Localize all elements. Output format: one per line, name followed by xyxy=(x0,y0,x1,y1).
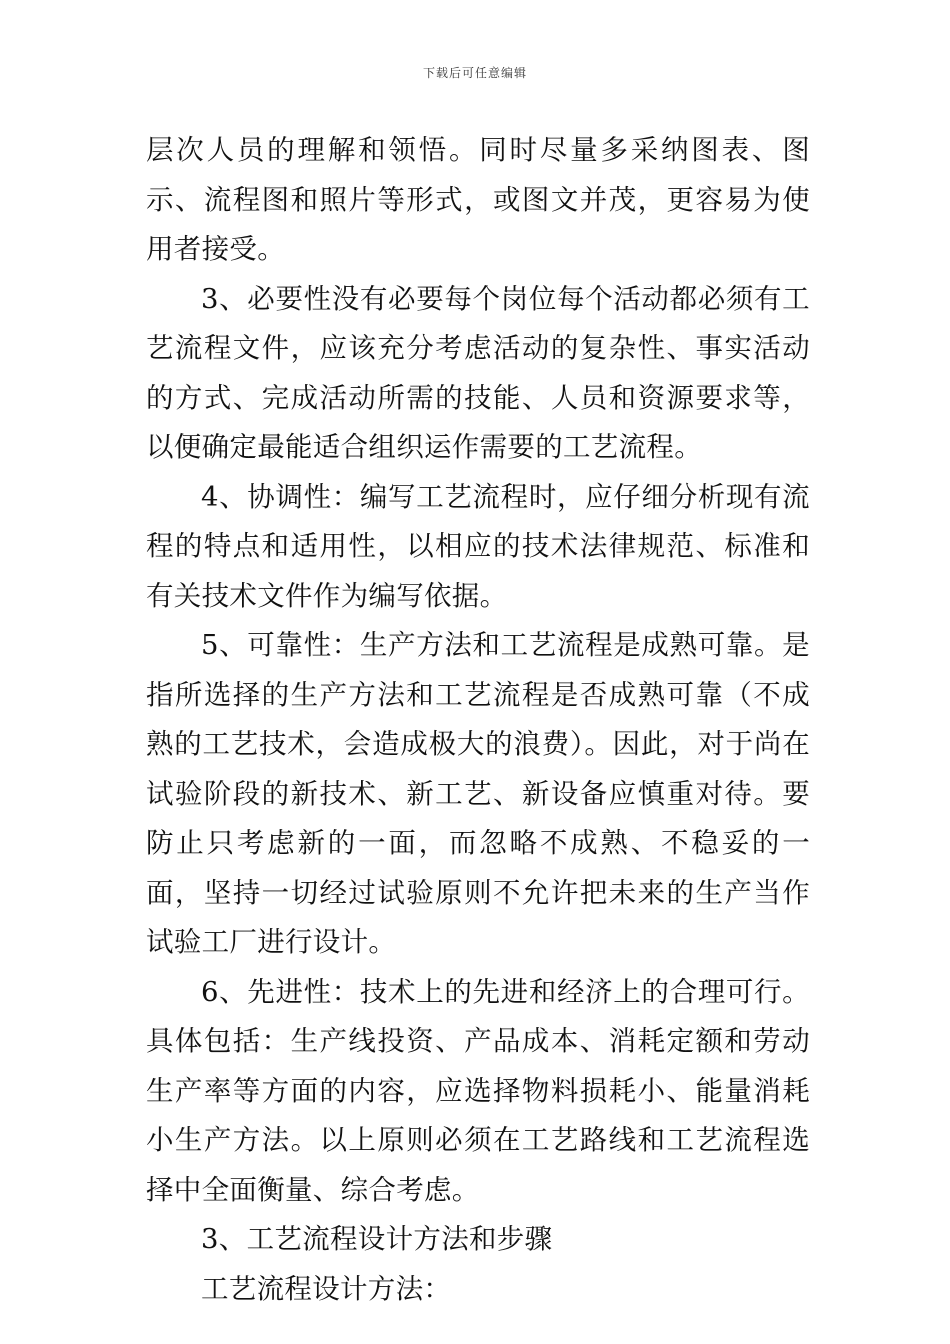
page-header: 下载后可任意编辑 xyxy=(422,66,527,80)
paragraph-necessity: 3、必要性没有必要每个岗位每个活动都必须有工艺流程文件，应该充分考虑活动的复杂性、事实活动的方式、完成活动所需的技能、人员和资源要求等，以便确定最能适合组织运作需要的工艺流程。 xyxy=(146,282,810,463)
subsection-heading: 工艺流程设计方法： xyxy=(201,1272,452,1305)
section-heading: 3、工艺流程设计方法和步骤 xyxy=(201,1223,553,1255)
paragraph-reliability: 5、可靠性：生产方法和工艺流程是成熟可靠。是指所选择的生产方法和工艺流程是否成熟可靠（不成熟的工艺技术，会造成极大的浪费）。因此，对于尚在试验阶段的新技术、新工艺、新设备应慎重对待。要防止只考虑新的一面，而忽略不成熟、不稳妥的一面，坚持一切经过试验原则不允许把未来的生产当作试验工厂进行设计。 xyxy=(146,629,810,958)
paragraph-continuation: 层次人员的理解和领悟。同时尽量多采纳图表、图示、流程图和照片等形式，或图文并茂，更容易为使用者接受。 xyxy=(146,134,810,265)
document-body xyxy=(146,126,810,1314)
paragraph-advancement: 6、先进性：技术上的先进和经济上的合理可行。具体包括：生产线投资、产品成本、消耗定额和劳动生产率等方面的内容，应选择物料损耗小、能量消耗小生产方法。以上原则必须在工艺路线和工艺流程选择中全面衡量、综合考虑。 xyxy=(146,975,810,1206)
paragraph-coordination: 4、协调性：编写工艺流程时，应仔细分析现有流程的特点和适用性，以相应的技术法律规范、标准和有关技术文件作为编写依据。 xyxy=(146,480,810,612)
